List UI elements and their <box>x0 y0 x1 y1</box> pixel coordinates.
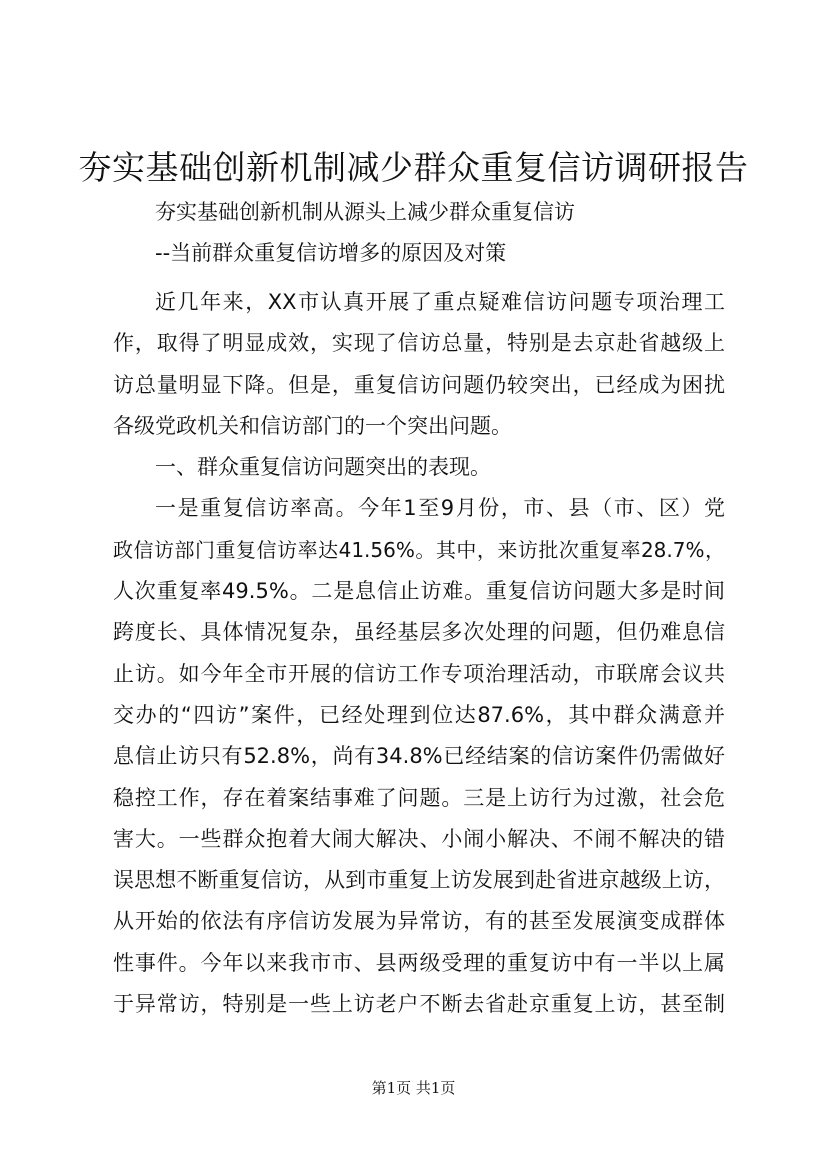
body-line: 误思想不断重复信访，从到市重复上访发展到赴省进京越级上访， <box>113 868 725 893</box>
document-title: 夯实基础创新机制减少群众重复信访调研报告 <box>78 148 749 187</box>
document-subtitle-secondary: --当前群众重复信访增多的原因及对策 <box>155 241 507 265</box>
body-line: 各级党政机关和信访部门的一个突出问题。 <box>113 413 512 438</box>
body-line: 政信访部门重复信访率达41.56%。其中，来访批次重复率28.7%， <box>113 537 725 562</box>
body-line: 于异常访，特别是一些上访老户不断去省赴京重复上访，甚至制 <box>113 992 725 1017</box>
body-line: 息信止访只有52.8%，尚有34.8%已经结案的信访案件仍需做好 <box>113 744 725 769</box>
body-line: 人次重复率49.5%。二是息信止访难。重复信访问题大多是时间 <box>113 579 725 604</box>
document-body <box>113 282 725 1025</box>
page-footer: 第1页 共1页 <box>371 1079 456 1097</box>
body-line: 从开始的依法有序信访发展为异常访，有的甚至发展演变成群体 <box>113 909 725 934</box>
body-line: 访总量明显下降。但是，重复信访问题仍较突出，已经成为困扰 <box>113 372 725 397</box>
body-line: 交办的“四访”案件，已经处理到位达87.6%，其中群众满意并 <box>113 702 725 727</box>
body-line: 性事件。今年以来我市市、县两级受理的重复访中有一半以上属 <box>113 950 725 975</box>
body-line: 近几年来，XX市认真开展了重点疑难信访问题专项治理工 <box>155 290 725 314</box>
body-line: 害大。一些群众抱着大闹大解决、小闹小解决、不闹不解决的错 <box>113 826 725 851</box>
document-subtitle: 夯实基础创新机制从源头上减少群众重复信访 <box>155 200 575 224</box>
body-line: 稳控工作，存在着案结事难了问题。三是上访行为过激，社会危 <box>113 785 725 810</box>
body-line: 作，取得了明显成效，实现了信访总量，特别是去京赴省越级上 <box>113 331 725 356</box>
section-heading: 一、群众重复信访问题突出的表现。 <box>155 455 491 480</box>
body-line: 止访。如今年全市开展的信访工作专项治理活动，市联席会议共 <box>113 661 725 686</box>
body-line: 一是重复信访率高。今年1至9月份，市、县（市、区）党 <box>155 496 725 521</box>
body-line: 跨度长、具体情况复杂，虽经基层多次处理的问题，但仍难息信 <box>113 620 725 645</box>
